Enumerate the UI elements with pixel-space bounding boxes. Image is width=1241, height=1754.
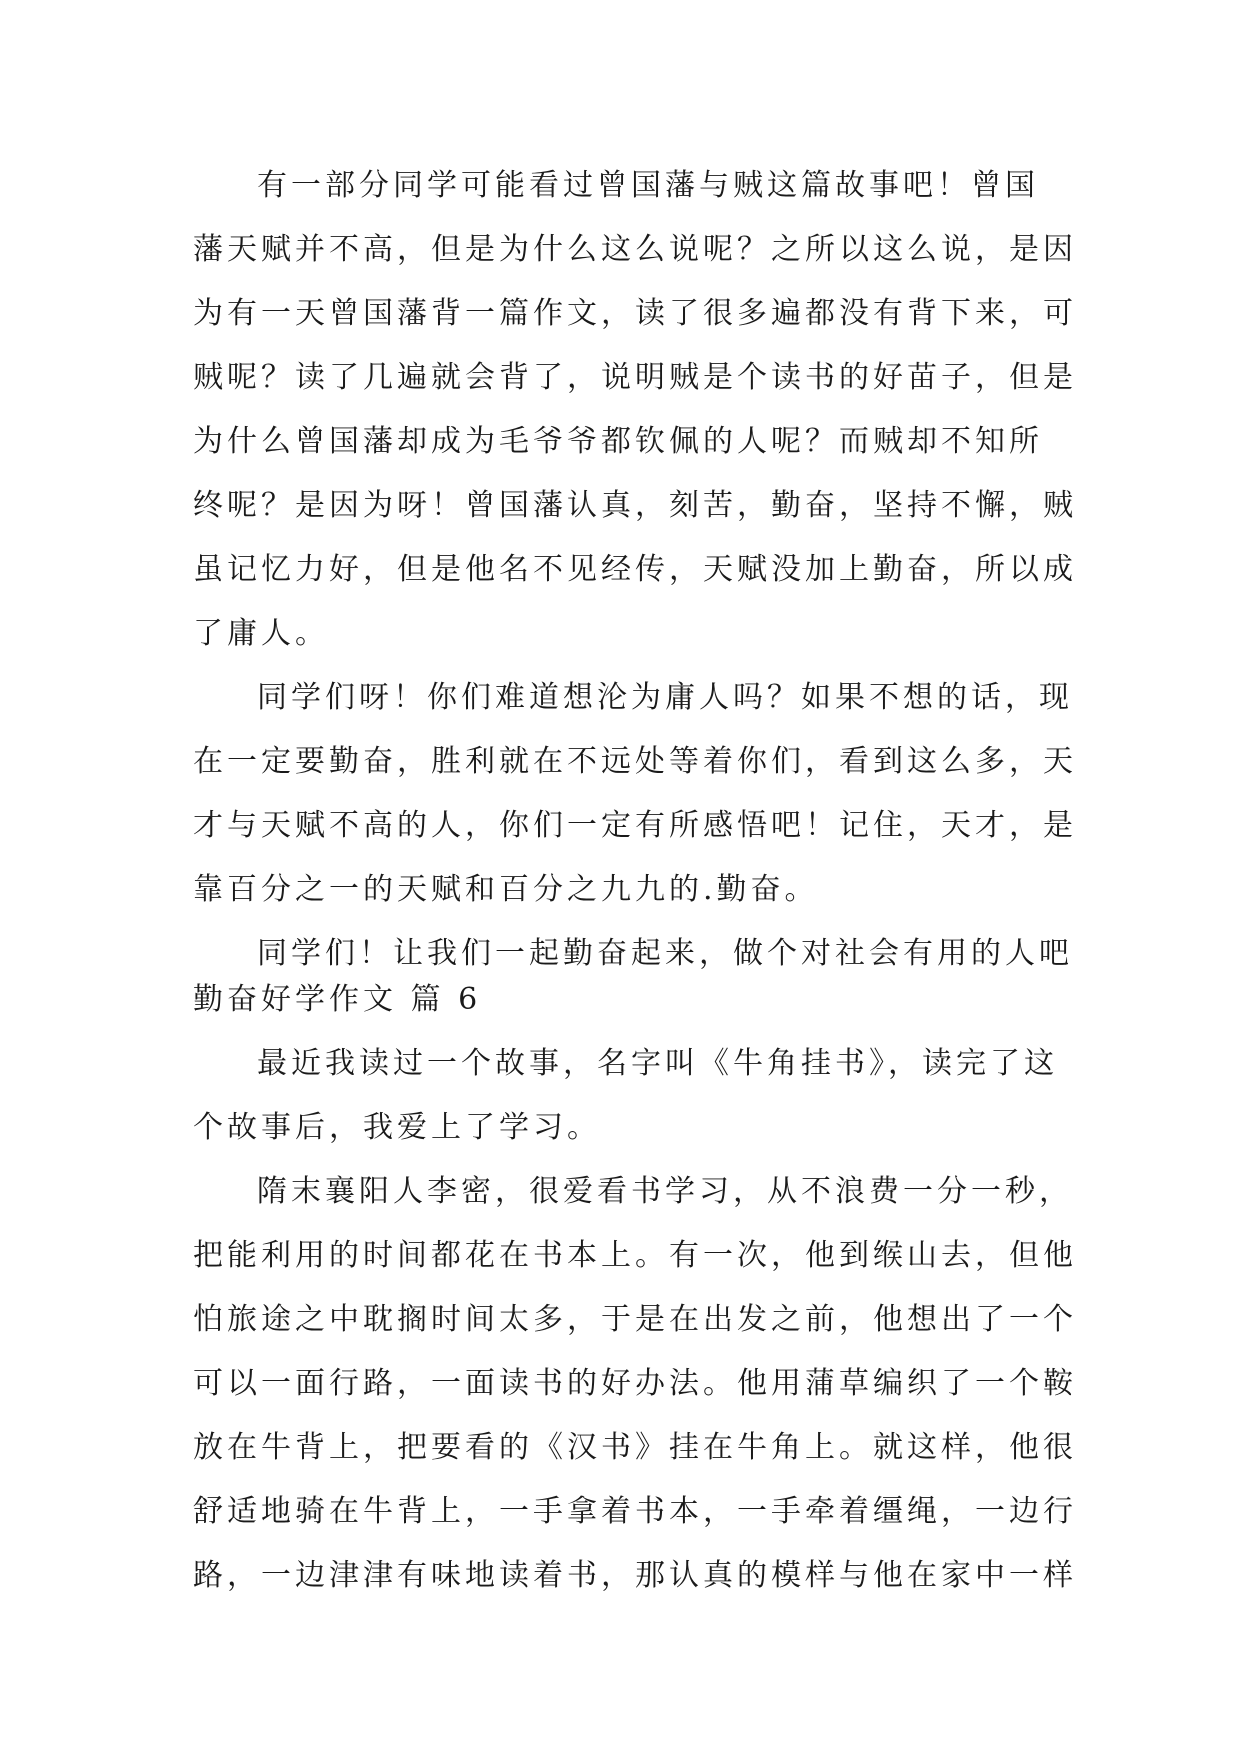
paragraph-1-line: 贼呢？读了几遍就会背了，说明贼是个读书的好苗子，但是 xyxy=(193,360,1077,395)
paragraph-5-line: 怕旅途之中耽搁时间太多，于是在出发之前，他想出了一个 xyxy=(193,1302,1077,1337)
paragraph-2-line: 才与天赋不高的人，你们一定有所感悟吧！记住，天才，是 xyxy=(193,808,1077,843)
paragraph-1-line: 虽记忆力好，但是他名不见经传，天赋没加上勤奋，所以成 xyxy=(193,552,1077,587)
paragraph-1-line: 为什么曾国藩却成为毛爷爷都钦佩的人呢？而贼却不知所 xyxy=(193,424,1043,459)
paragraph-2-line: 靠百分之一的天赋和百分之九九的.勤奋。 xyxy=(193,872,819,907)
body-text-lower xyxy=(193,1032,1077,1608)
paragraph-5-line: 隋末襄阳人李密，很爱看书学习，从不浪费一分一秒， xyxy=(257,1174,1073,1209)
paragraph-4-line: 个故事后，我爱上了学习。 xyxy=(193,1110,601,1145)
paragraph-2-line: 同学们呀！你们难道想沦为庸人吗？如果不想的话，现 xyxy=(257,680,1073,715)
paragraph-1-line: 终呢？是因为呀！曾国藩认真，刻苦，勤奋，坚持不懈，贼 xyxy=(193,488,1077,523)
paragraph-1-line: 藩天赋并不高，但是为什么这么说呢？之所以这么说，是因 xyxy=(193,232,1077,267)
paragraph-5-line: 路，一边津津有味地读着书，那认真的模样与他在家中一样 xyxy=(193,1558,1077,1593)
paragraph-3-line: 同学们！让我们一起勤奋起来，做个对社会有用的人吧 xyxy=(257,936,1073,971)
paragraph-5-line: 放在牛背上，把要看的《汉书》挂在牛角上。就这样，他很 xyxy=(193,1430,1077,1465)
body-text-upper xyxy=(193,154,1077,986)
paragraph-1-line: 为有一天曾国藩背一篇作文，读了很多遍都没有背下来，可 xyxy=(193,296,1077,331)
paragraph-5-line: 舒适地骑在牛背上，一手拿着书本，一手牵着缰绳，一边行 xyxy=(193,1494,1077,1529)
paragraph-4-line: 最近我读过一个故事，名字叫《牛角挂书》，读完了这 xyxy=(257,1046,1058,1081)
paragraph-1-line: 有一部分同学可能看过曾国藩与贼这篇故事吧！曾国 xyxy=(257,168,1039,203)
section-heading: 勤奋好学作文 篇 6 xyxy=(193,982,482,1017)
paragraph-1-line: 了庸人。 xyxy=(193,616,329,651)
paragraph-5-line: 把能利用的时间都花在书本上。有一次，他到缑山去，但他 xyxy=(193,1238,1077,1273)
paragraph-2-line: 在一定要勤奋，胜利就在不远处等着你们，看到这么多，天 xyxy=(193,744,1077,779)
paragraph-5-line: 可以一面行路，一面读书的好办法。他用蒲草编织了一个鞍 xyxy=(193,1366,1077,1401)
